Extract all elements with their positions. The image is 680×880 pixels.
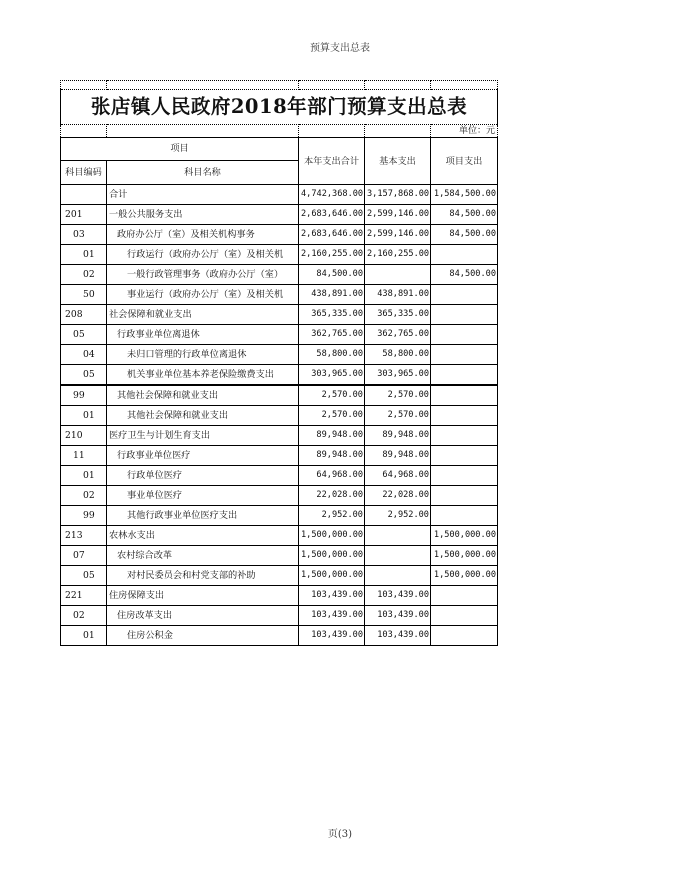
cell-code: 01 xyxy=(61,466,107,486)
cell-project xyxy=(431,466,498,486)
cell-code: 50 xyxy=(61,285,107,305)
cell-total: 89,948.00 xyxy=(299,446,365,466)
cell-project xyxy=(431,325,498,345)
cell-name: 机关事业单位基本养老保险缴费支出 xyxy=(107,365,299,386)
unit-label: 单位：元 xyxy=(431,125,498,138)
page-header: 预算支出总表 xyxy=(310,43,370,54)
cell-basic: 89,948.00 xyxy=(365,446,431,466)
cell-basic: 2,570.00 xyxy=(365,385,431,406)
cell-name: 合计 xyxy=(107,185,299,205)
cell-project xyxy=(431,626,498,646)
cell-total: 2,160,255.00 xyxy=(299,245,365,265)
cell-project xyxy=(431,385,498,406)
table-row xyxy=(61,285,498,305)
header-basic: 基本支出 xyxy=(365,138,431,185)
cell-total: 365,335.00 xyxy=(299,305,365,325)
cell-total: 1,500,000.00 xyxy=(299,546,365,566)
cell-code xyxy=(61,185,107,205)
budget-table xyxy=(60,80,498,646)
cell-code: 01 xyxy=(61,245,107,265)
table-row xyxy=(61,586,498,606)
table-row xyxy=(61,626,498,646)
cell-basic: 89,948.00 xyxy=(365,426,431,446)
cell-total: 2,683,646.00 xyxy=(299,205,365,225)
cell-basic xyxy=(365,546,431,566)
cell-basic: 2,570.00 xyxy=(365,406,431,426)
cell-basic xyxy=(365,566,431,586)
cell-name: 其他社会保障和就业支出 xyxy=(107,385,299,406)
page-footer: 页(3) xyxy=(327,829,353,840)
cell-code: 07 xyxy=(61,546,107,566)
cell-name: 事业运行（政府办公厅（室）及相关机 xyxy=(107,285,299,305)
header-project-expense: 项目支出 xyxy=(431,138,498,185)
cell-name: 政府办公厅（室）及相关机构事务 xyxy=(107,225,299,245)
cell-total: 2,683,646.00 xyxy=(299,225,365,245)
cell-total: 58,800.00 xyxy=(299,345,365,365)
cell-total: 362,765.00 xyxy=(299,325,365,345)
cell-basic: 303,965.00 xyxy=(365,365,431,386)
cell-code: 208 xyxy=(61,305,107,325)
table-row xyxy=(61,325,498,345)
cell-code: 05 xyxy=(61,325,107,345)
cell-basic: 103,439.00 xyxy=(365,606,431,626)
cell-total: 303,965.00 xyxy=(299,365,365,386)
table-row xyxy=(61,365,498,386)
table-row xyxy=(61,506,498,526)
table-row xyxy=(61,345,498,365)
header-name: 科目名称 xyxy=(107,161,299,185)
cell-project: 1,500,000.00 xyxy=(431,566,498,586)
cell-name: 农村综合改革 xyxy=(107,546,299,566)
cell-total: 438,891.00 xyxy=(299,285,365,305)
cell-name: 行政事业单位医疗 xyxy=(107,446,299,466)
cell-total: 4,742,368.00 xyxy=(299,185,365,205)
header-code: 科目编码 xyxy=(61,161,107,185)
cell-code: 05 xyxy=(61,365,107,386)
cell-name: 医疗卫生与计划生育支出 xyxy=(107,426,299,446)
cell-basic: 438,891.00 xyxy=(365,285,431,305)
cell-code: 210 xyxy=(61,426,107,446)
cell-basic: 2,160,255.00 xyxy=(365,245,431,265)
cell-project: 1,584,500.00 xyxy=(431,185,498,205)
table-row xyxy=(61,305,498,325)
table-row xyxy=(61,426,498,446)
cell-name: 一般行政管理事务（政府办公厅（室） xyxy=(107,265,299,285)
cell-basic: 2,599,146.00 xyxy=(365,205,431,225)
cell-code: 221 xyxy=(61,586,107,606)
cell-total: 1,500,000.00 xyxy=(299,566,365,586)
cell-code: 03 xyxy=(61,225,107,245)
cell-project xyxy=(431,486,498,506)
cell-project: 84,500.00 xyxy=(431,265,498,285)
cell-code: 201 xyxy=(61,205,107,225)
cell-total: 89,948.00 xyxy=(299,426,365,446)
cell-code: 01 xyxy=(61,406,107,426)
cell-code: 11 xyxy=(61,446,107,466)
cell-code: 02 xyxy=(61,486,107,506)
cell-basic: 2,952.00 xyxy=(365,506,431,526)
table-row xyxy=(61,526,498,546)
cell-code: 99 xyxy=(61,385,107,406)
cell-name: 住房改革支出 xyxy=(107,606,299,626)
cell-total: 103,439.00 xyxy=(299,586,365,606)
cell-basic xyxy=(365,526,431,546)
table-row xyxy=(61,225,498,245)
cell-name: 未归口管理的行政单位离退休 xyxy=(107,345,299,365)
cell-basic: 362,765.00 xyxy=(365,325,431,345)
cell-project xyxy=(431,446,498,466)
cell-project: 1,500,000.00 xyxy=(431,526,498,546)
cell-basic: 3,157,868.00 xyxy=(365,185,431,205)
cell-project xyxy=(431,606,498,626)
cell-project xyxy=(431,365,498,386)
cell-code: 01 xyxy=(61,626,107,646)
cell-total: 2,952.00 xyxy=(299,506,365,526)
header-total: 本年支出合计 xyxy=(299,138,365,185)
table-row xyxy=(61,466,498,486)
cell-name: 行政事业单位离退休 xyxy=(107,325,299,345)
cell-total: 103,439.00 xyxy=(299,626,365,646)
header-project: 项目 xyxy=(61,138,299,161)
cell-total: 22,028.00 xyxy=(299,486,365,506)
cell-project xyxy=(431,426,498,446)
cell-total: 103,439.00 xyxy=(299,606,365,626)
cell-name: 其他行政事业单位医疗支出 xyxy=(107,506,299,526)
top-dotted-row xyxy=(61,81,498,90)
cell-basic: 2,599,146.00 xyxy=(365,225,431,245)
budget-sheet xyxy=(60,80,497,646)
cell-code: 99 xyxy=(61,506,107,526)
cell-basic: 103,439.00 xyxy=(365,586,431,606)
table-row xyxy=(61,566,498,586)
page-title: 张店镇人民政府2018年部门预算支出总表 xyxy=(61,90,498,125)
cell-total: 2,570.00 xyxy=(299,385,365,406)
table-row xyxy=(61,406,498,426)
cell-name: 对村民委员会和村党支部的补助 xyxy=(107,566,299,586)
cell-basic: 22,028.00 xyxy=(365,486,431,506)
table-row xyxy=(61,546,498,566)
cell-project: 1,500,000.00 xyxy=(431,546,498,566)
cell-total: 64,968.00 xyxy=(299,466,365,486)
cell-basic: 103,439.00 xyxy=(365,626,431,646)
table-row xyxy=(61,385,498,406)
title-row xyxy=(61,90,498,125)
table-row xyxy=(61,265,498,285)
cell-project xyxy=(431,506,498,526)
cell-code: 02 xyxy=(61,265,107,285)
cell-name: 住房公积金 xyxy=(107,626,299,646)
cell-project xyxy=(431,586,498,606)
table-row xyxy=(61,245,498,265)
cell-total: 1,500,000.00 xyxy=(299,526,365,546)
unit-row xyxy=(61,125,498,138)
cell-name: 行政运行（政府办公厅（室）及相关机 xyxy=(107,245,299,265)
cell-total: 2,570.00 xyxy=(299,406,365,426)
cell-code: 05 xyxy=(61,566,107,586)
cell-name: 农林水支出 xyxy=(107,526,299,546)
header-row-1 xyxy=(61,138,498,161)
cell-basic xyxy=(365,265,431,285)
cell-name: 住房保障支出 xyxy=(107,586,299,606)
cell-code: 02 xyxy=(61,606,107,626)
cell-name: 社会保障和就业支出 xyxy=(107,305,299,325)
table-row xyxy=(61,606,498,626)
table-row xyxy=(61,446,498,466)
cell-project: 84,500.00 xyxy=(431,205,498,225)
table-row xyxy=(61,205,498,225)
cell-name: 一般公共服务支出 xyxy=(107,205,299,225)
cell-name: 其他社会保障和就业支出 xyxy=(107,406,299,426)
cell-basic: 58,800.00 xyxy=(365,345,431,365)
cell-name: 事业单位医疗 xyxy=(107,486,299,506)
cell-code: 04 xyxy=(61,345,107,365)
cell-total: 84,500.00 xyxy=(299,265,365,285)
cell-project xyxy=(431,245,498,265)
cell-project: 84,500.00 xyxy=(431,225,498,245)
cell-code: 213 xyxy=(61,526,107,546)
cell-name: 行政单位医疗 xyxy=(107,466,299,486)
cell-project xyxy=(431,406,498,426)
cell-basic: 365,335.00 xyxy=(365,305,431,325)
cell-basic: 64,968.00 xyxy=(365,466,431,486)
cell-project xyxy=(431,305,498,325)
table-row xyxy=(61,486,498,506)
table-row xyxy=(61,185,498,205)
cell-project xyxy=(431,345,498,365)
cell-project xyxy=(431,285,498,305)
